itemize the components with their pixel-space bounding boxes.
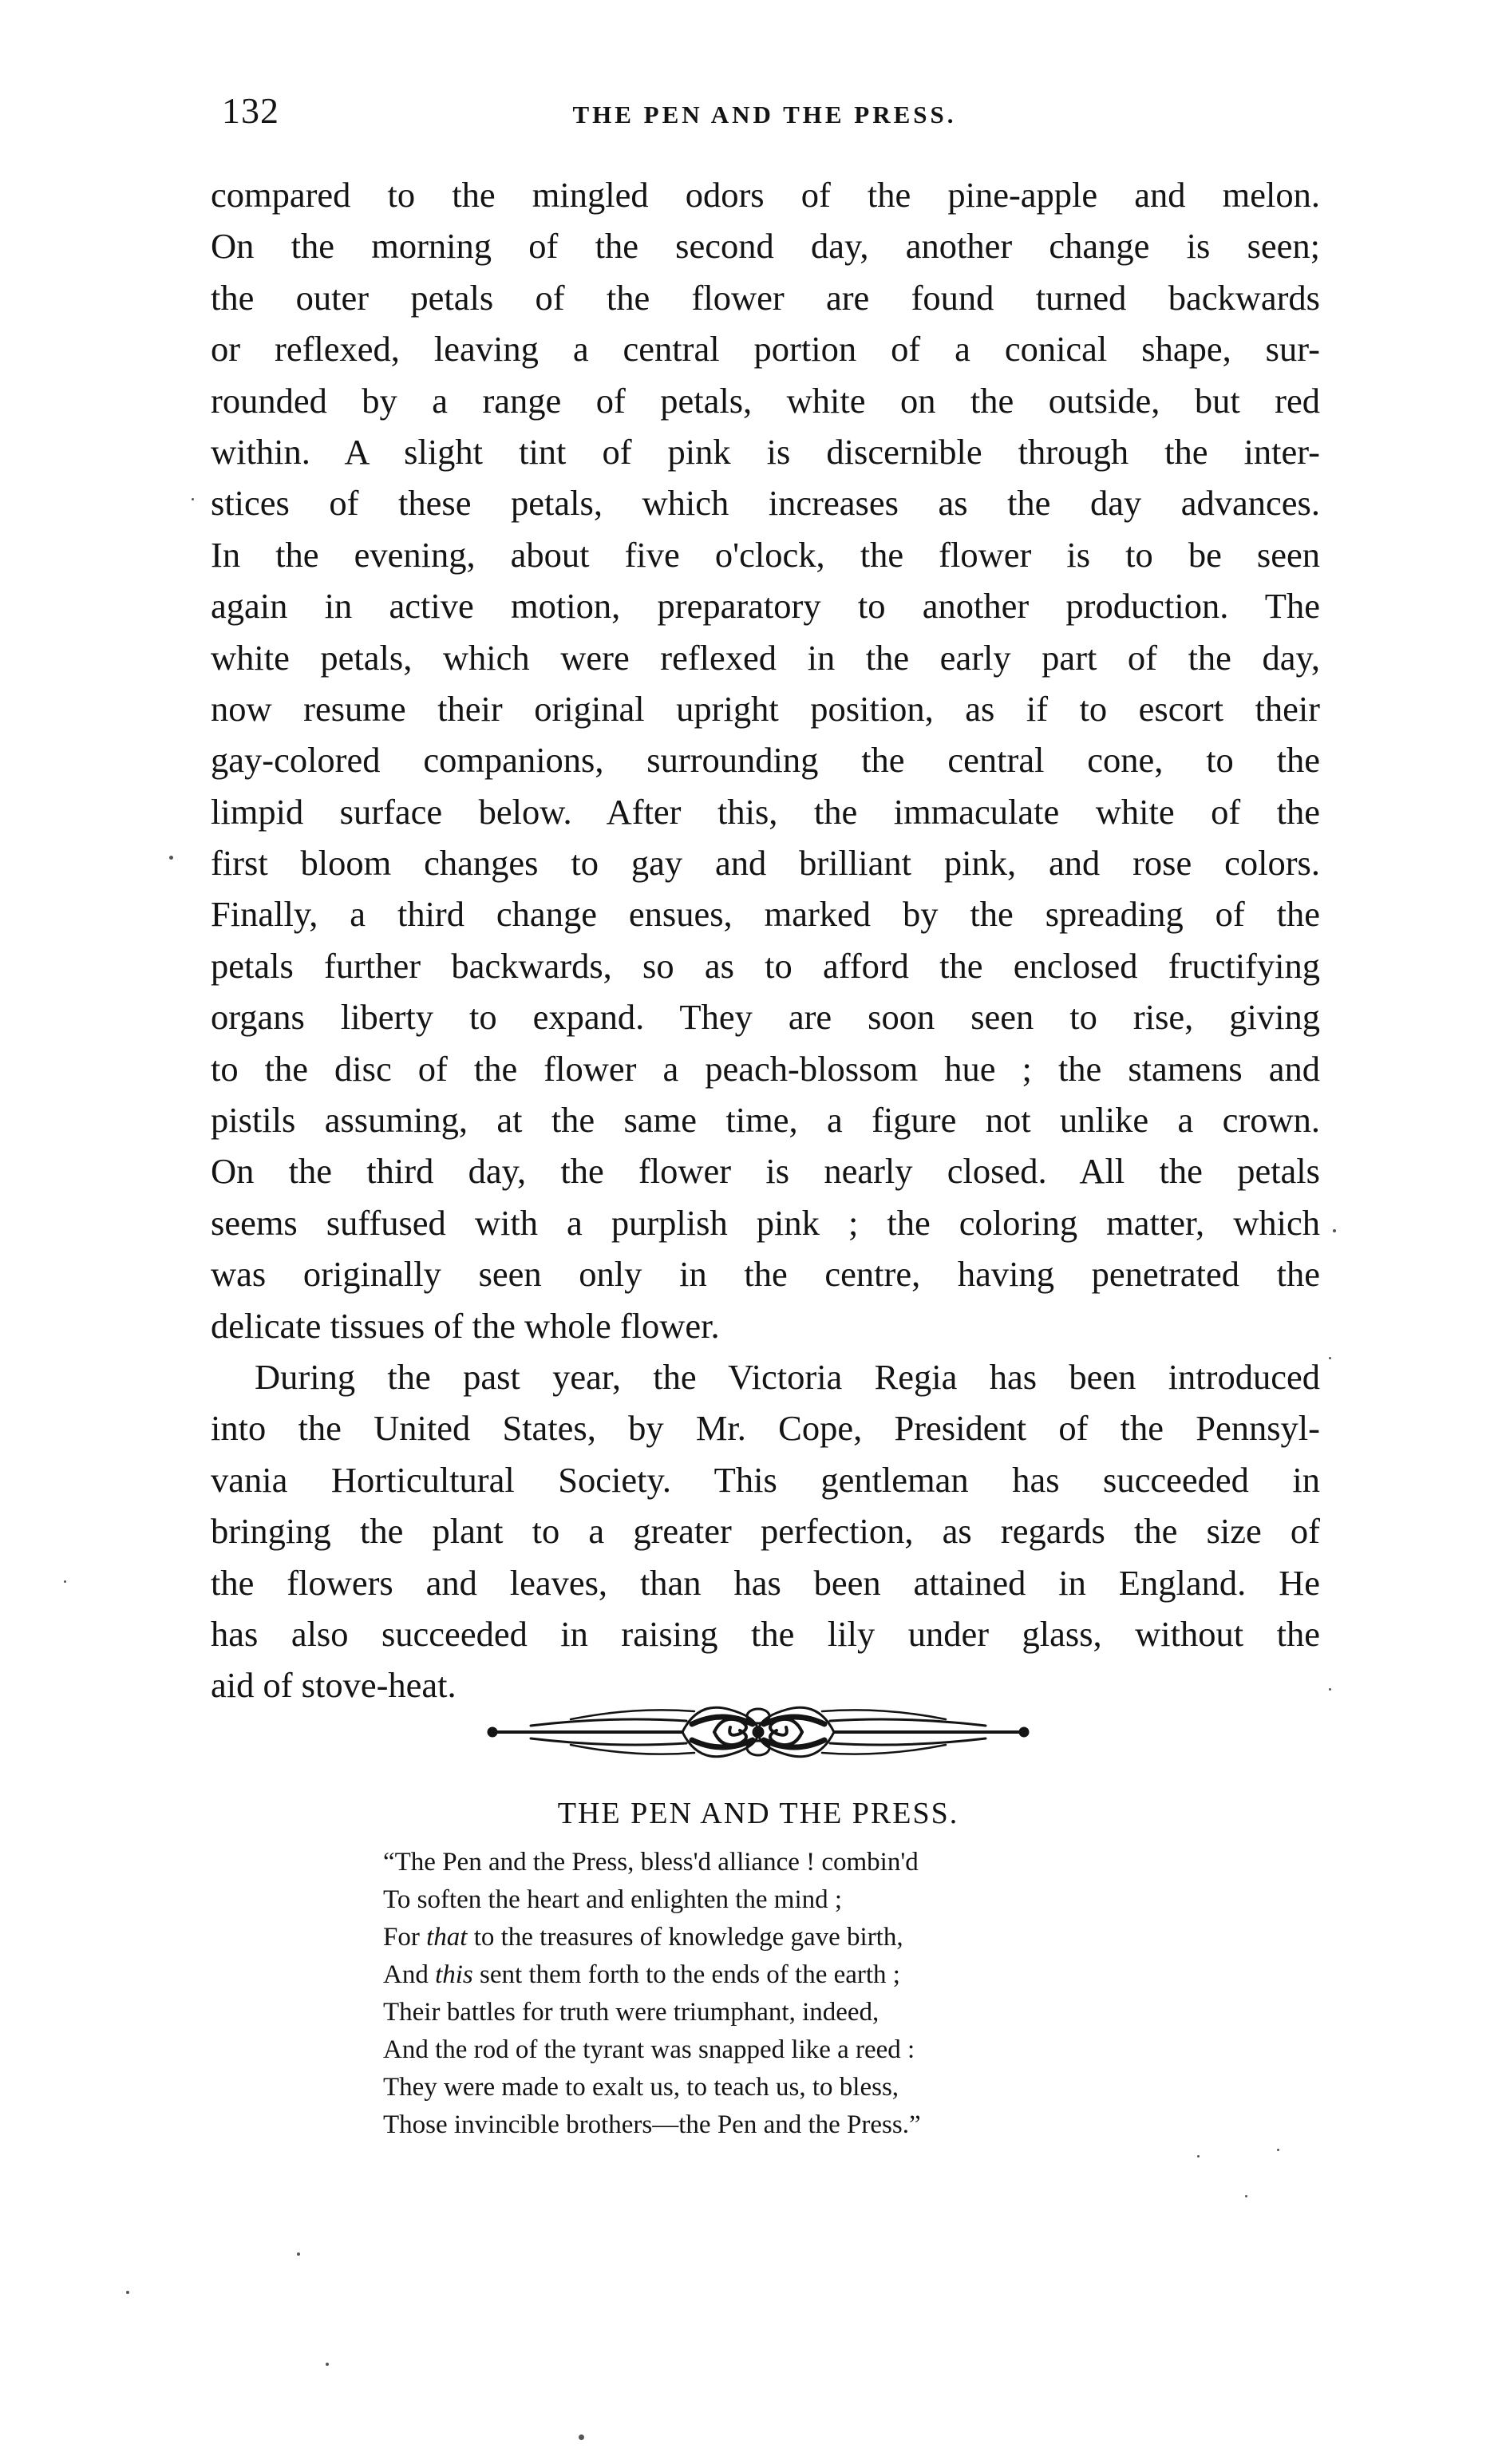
- scan-speck: [297, 2252, 300, 2256]
- text-line: petals further backwards, so as to afford the enclosed fructifying: [211, 945, 1320, 986]
- body-text: [211, 169, 1320, 1711]
- text-line: aid of stove-heat.: [211, 1665, 457, 1706]
- text-line: has also succeeded in raising the lily under glass, without the: [211, 1613, 1320, 1654]
- text-line: compared to the mingled odors of the pine-apple and melon.: [211, 175, 1320, 215]
- poem-line: “The Pen and the Press, bless'd alliance ! combin'd: [383, 1848, 919, 1877]
- text-line: rounded by a range of petals, white on the outside, but red: [211, 380, 1320, 421]
- printers-flourish-ornament-icon: [483, 1692, 1034, 1772]
- scan-speck: [192, 498, 194, 500]
- text-line: limpid surface below. After this, the immaculate white of the: [211, 791, 1320, 832]
- scan-speck: [64, 1580, 66, 1583]
- text-line: pistils assuming, at the same time, a figure not unlike a crown.: [211, 1100, 1320, 1141]
- text-line: gay-colored companions, surrounding the central cone, to the: [211, 740, 1320, 781]
- text-line: During the past year, the Victoria Regia has been introduced: [255, 1356, 1320, 1397]
- scan-speck: [579, 2434, 584, 2440]
- poem-line: They were made to exalt us, to teach us, to bless,: [383, 2073, 899, 2102]
- text-line: was originally seen only in the centre, having penetrated the: [211, 1254, 1320, 1295]
- text-line: or reflexed, leaving a central portion of a conical shape, sur-: [211, 329, 1320, 370]
- text-line: again in active motion, preparatory to another production. The: [211, 586, 1320, 627]
- text-line: to the disc of the flower a peach-blossom hue ; the stamens and: [211, 1048, 1320, 1089]
- text-line: On the morning of the second day, another change is seen;: [211, 226, 1320, 267]
- scan-speck: [1245, 2195, 1247, 2197]
- poem-line: For that to the treasures of knowledge gave birth,: [383, 1923, 903, 1952]
- scan-speck: [1333, 1229, 1336, 1232]
- poem-line: Their battles for truth were triumphant, indeed,: [383, 1998, 879, 2027]
- poem-line: And this sent them forth to the ends of the earth ;: [383, 1960, 900, 1989]
- scan-speck: [1329, 1688, 1331, 1691]
- running-head: [222, 89, 1315, 145]
- poem-title: THE PEN AND THE PRESS.: [557, 1797, 959, 1830]
- scan-speck: [1197, 2155, 1200, 2157]
- text-line: organs liberty to expand. They are soon seen to rise, giving: [211, 997, 1320, 1038]
- page-number: 132: [222, 90, 279, 131]
- text-line: delicate tissues of the whole flower.: [211, 1305, 720, 1346]
- text-line: bringing the plant to a greater perfection, as regards the size of: [211, 1511, 1320, 1552]
- scan-speck: [326, 2363, 329, 2366]
- text-line: white petals, which were reflexed in the early part of the day,: [211, 637, 1320, 678]
- scan-speck: [126, 2291, 129, 2294]
- poem-line: Those invincible brothers—the Pen and the Press.”: [383, 2110, 921, 2139]
- text-line: In the evening, about five o'clock, the flower is to be seen: [211, 534, 1320, 575]
- text-line: vania Horticultural Society. This gentleman has succeeded in: [211, 1459, 1320, 1500]
- scan-speck: [1277, 2149, 1279, 2151]
- text-line: stices of these petals, which increases as the day advances.: [211, 483, 1320, 524]
- text-line: the flowers and leaves, than has been attained in England. He: [211, 1562, 1320, 1603]
- running-title: THE PEN AND THE PRESS.: [572, 101, 957, 129]
- scan-speck: [1329, 1357, 1331, 1359]
- text-line: Finally, a third change ensues, marked by the spreading of the: [211, 894, 1320, 935]
- scan-speck: [169, 856, 173, 860]
- poem: [383, 1844, 1221, 2144]
- text-line: seems suffused with a purplish pink ; the coloring matter, which: [211, 1202, 1320, 1243]
- poem-line: To soften the heart and enlighten the mind ;: [383, 1885, 843, 1914]
- text-line: now resume their original upright position, as if to escort their: [211, 688, 1320, 729]
- text-line: On the third day, the flower is nearly closed. All the petals: [211, 1151, 1320, 1192]
- text-line: first bloom changes to gay and brilliant pink, and rose colors.: [211, 843, 1320, 884]
- poem-line: And the rod of the tyrant was snapped like a reed :: [383, 2035, 915, 2064]
- text-line: into the United States, by Mr. Cope, President of the Pennsyl-: [211, 1408, 1320, 1449]
- text-line: within. A slight tint of pink is discernible through the inter-: [211, 431, 1320, 472]
- text-line: the outer petals of the flower are found turned backwards: [211, 277, 1320, 318]
